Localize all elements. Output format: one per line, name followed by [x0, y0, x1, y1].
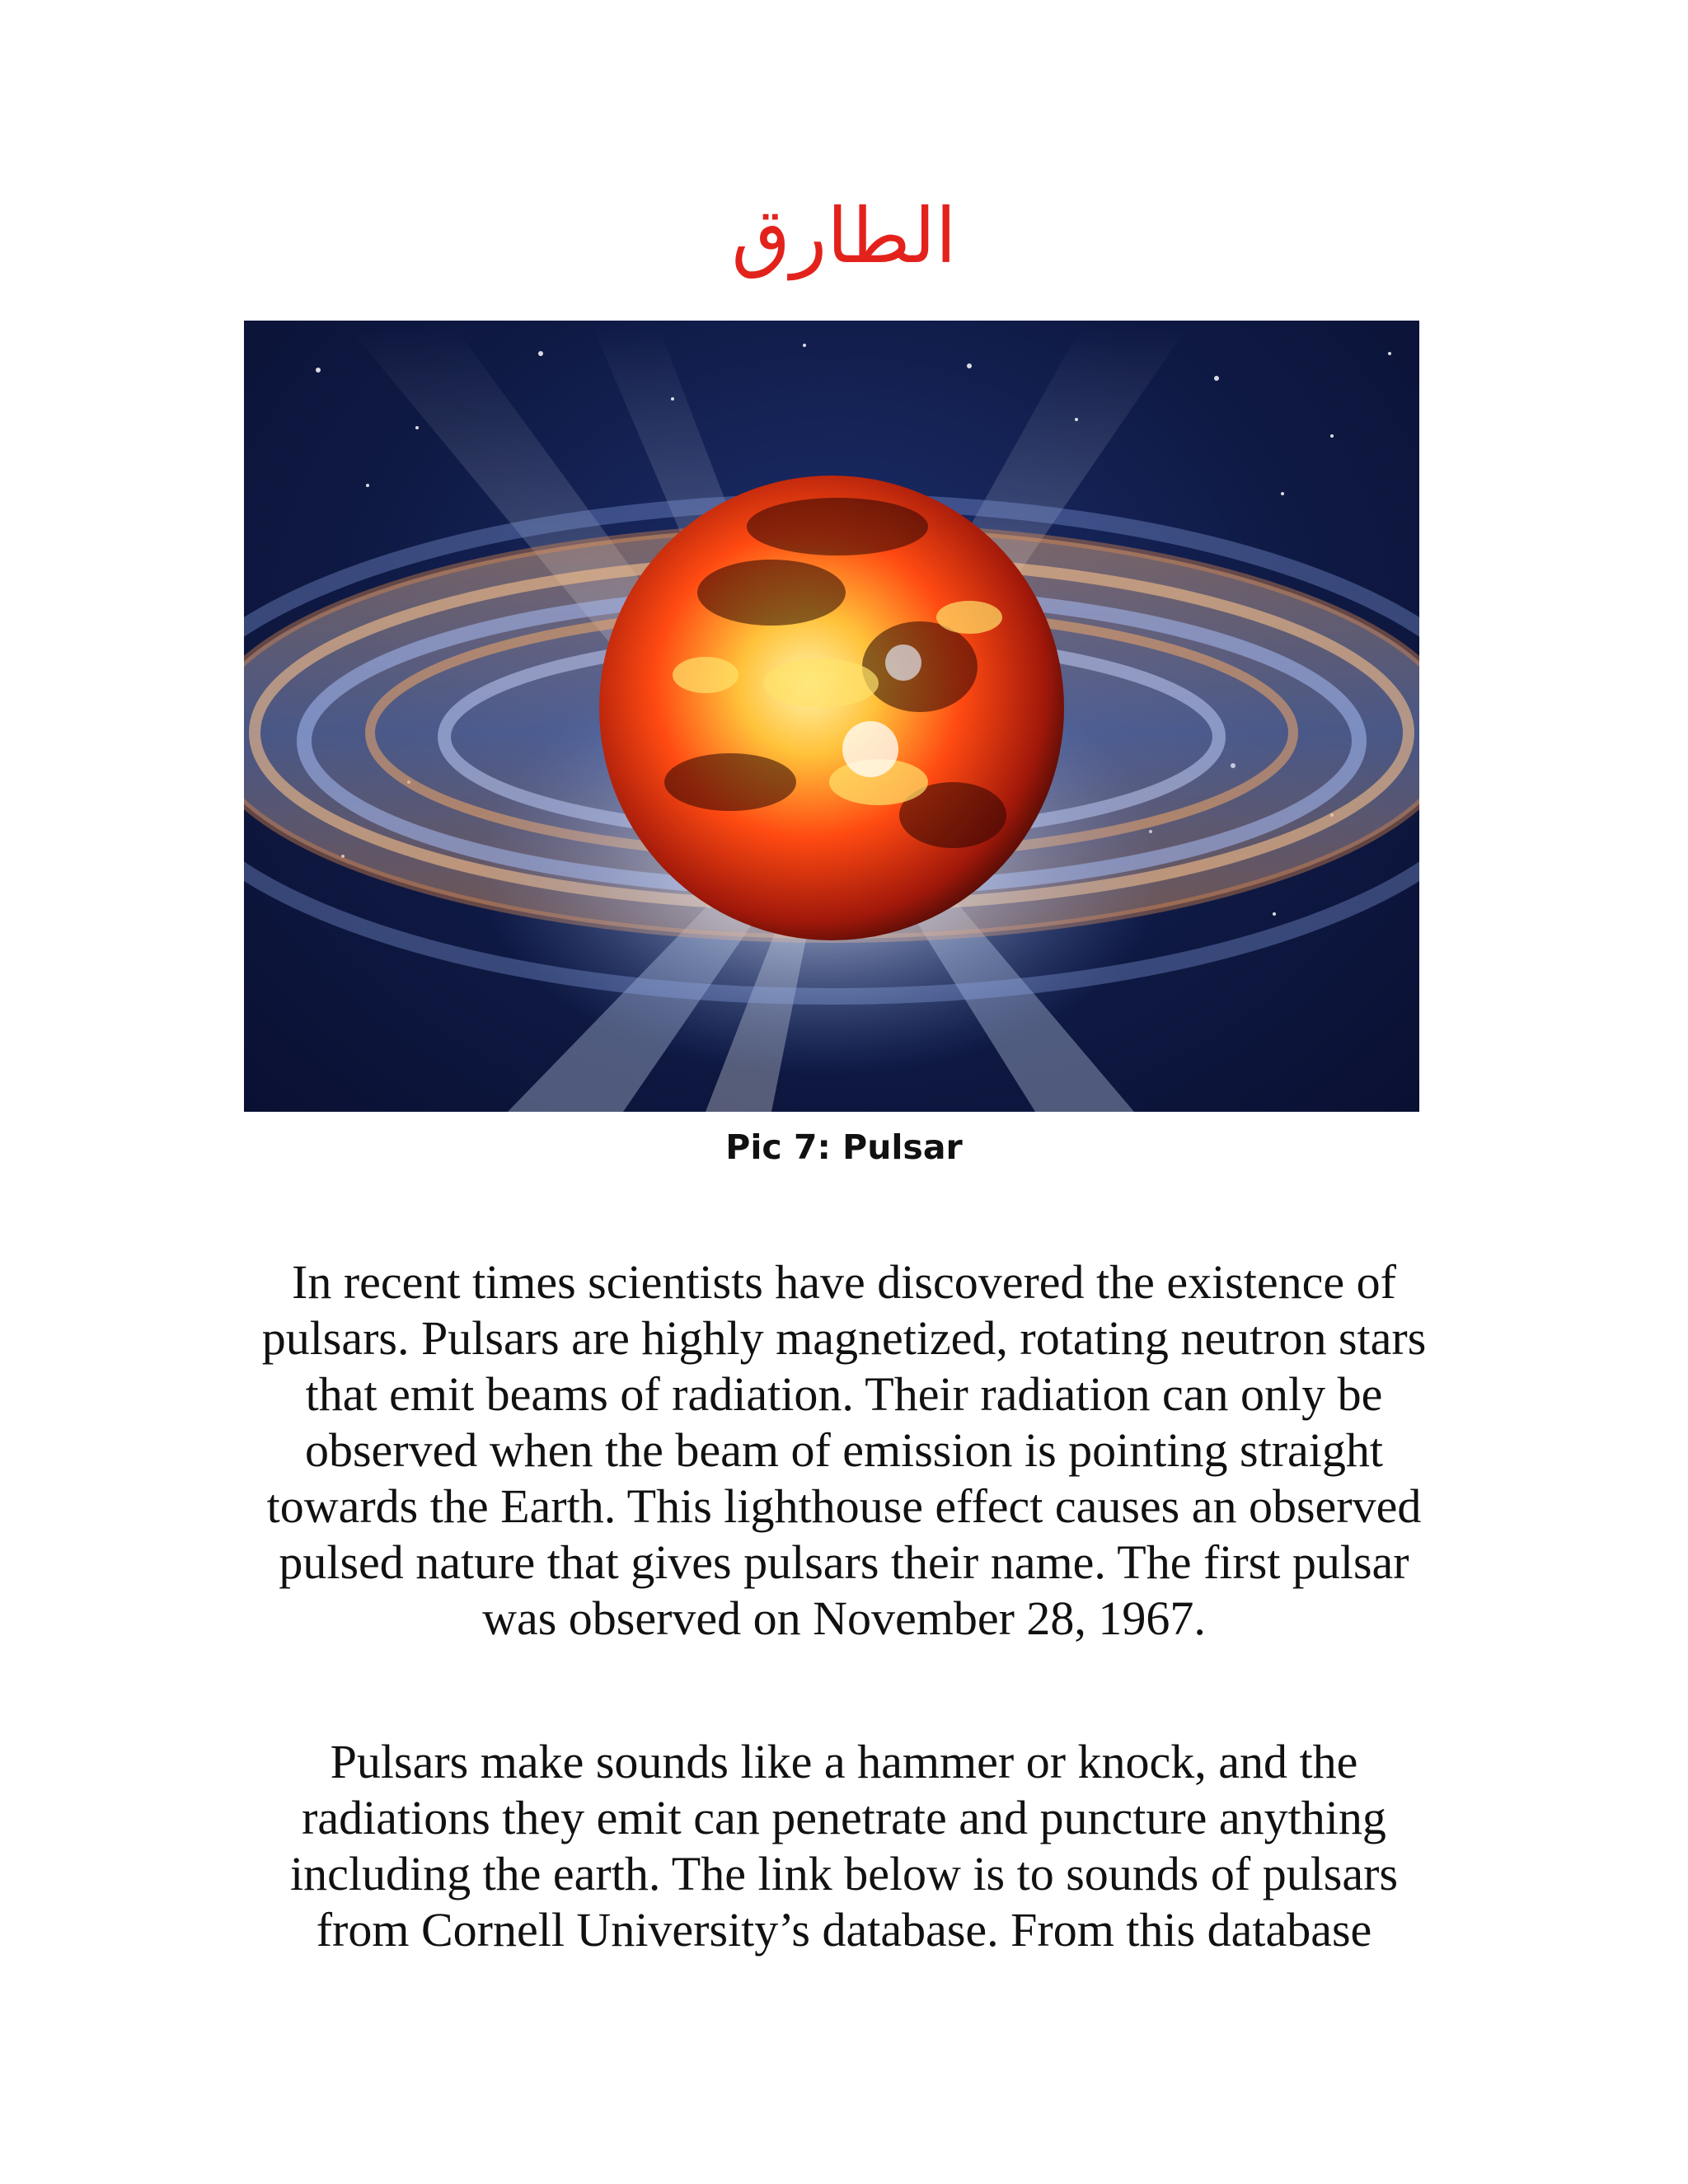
body-paragraph: Pulsars make sounds like a hammer or knock, and the radiations they emit can penetrate and puncture anything including the earth. The link below is to sounds of pulsars from Cornell University’s database. From this database [289, 1735, 1399, 1957]
body-paragraph: In recent times scientists have discovered the existence of pulsars. Pulsars are highly magnetized, rotating neutron stars that emit beams of radiation. Their radiation can only be observed when the beam of emission is pointing straight towards the Earth. This lighthouse effect causes an observed pulsed nature that gives pulsars their name. The first pulsar was observed on November 28, 1967. [261, 1255, 1427, 1645]
pulsar-illustration [244, 321, 1419, 1112]
page-title: الطارق [731, 192, 957, 280]
pulsar-illustration-art [244, 321, 1419, 1112]
figure-caption: Pic 7: Pulsar [725, 1127, 963, 1167]
